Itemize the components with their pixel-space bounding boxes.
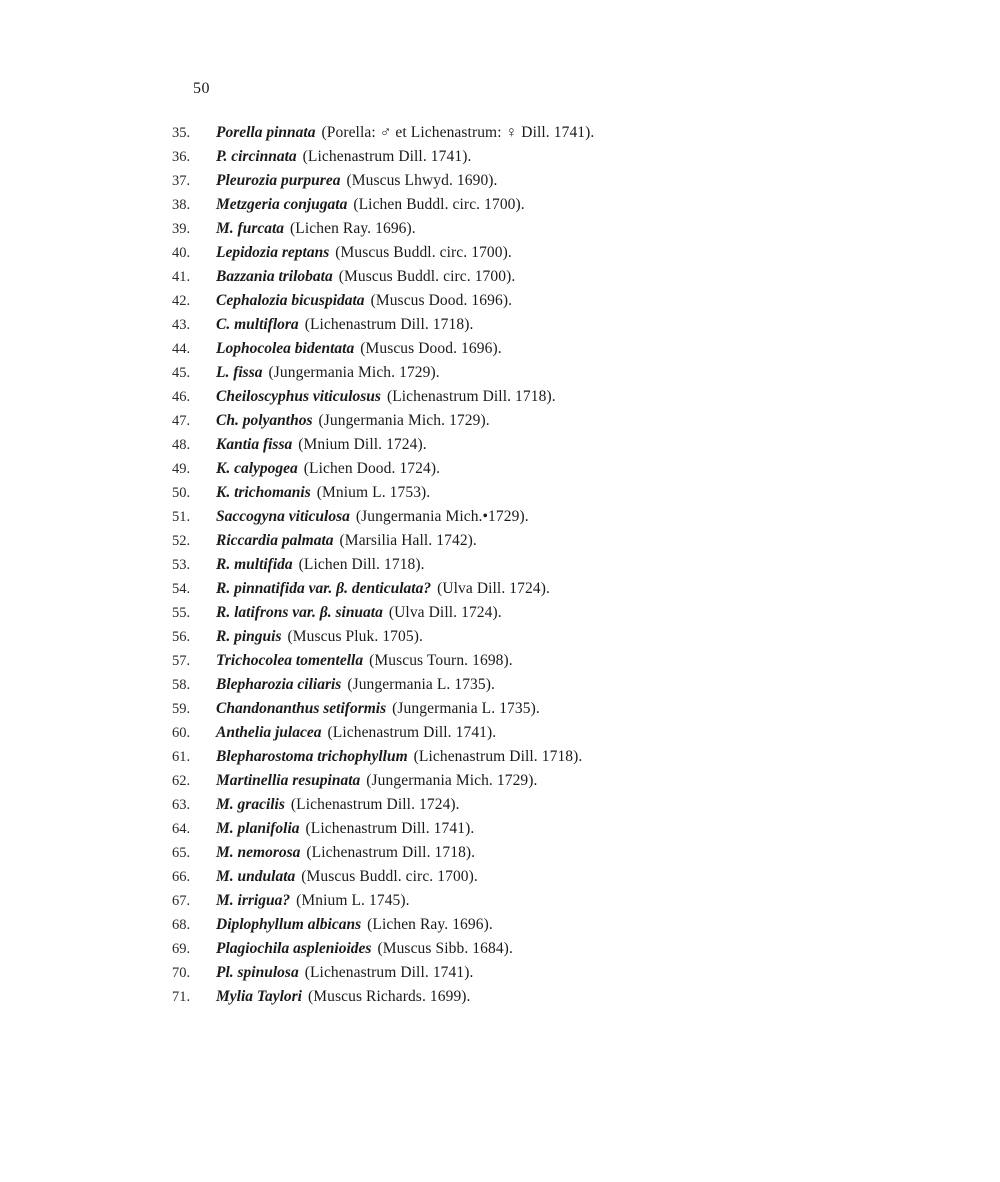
list-item (172, 457, 932, 481)
list-item (172, 913, 932, 937)
historical-source: (Jungermania Mich. 1729). (318, 412, 490, 429)
species-name: Lophocolea bidentata (216, 340, 355, 357)
entry-number: 47. (172, 413, 191, 429)
species-name: Martinellia resupinata (216, 772, 361, 789)
list-item (172, 721, 932, 745)
entry-number: 46. (172, 389, 191, 405)
species-name: R. pinguis (216, 628, 282, 645)
list-item (172, 337, 932, 361)
species-name: Lepidozia reptans (216, 244, 330, 261)
species-name: R. pinnatifida var. β. denticulata? (216, 580, 432, 597)
entry-number: 53. (172, 557, 191, 573)
species-name: Saccogyna viticulosa (216, 508, 350, 525)
historical-source: (Lichenastrum Dill. 1741). (327, 724, 497, 741)
entry-number: 62. (172, 773, 191, 789)
historical-source: (Lichenastrum Dill. 1741). (304, 964, 474, 981)
entry-number: 70. (172, 965, 191, 981)
entry-number: 60. (172, 725, 191, 741)
historical-source: (Lichenastrum Dill. 1724). (290, 796, 460, 813)
species-name: Cheiloscyphus viticulosus (216, 388, 381, 405)
historical-source: (Muscus Lhwyd. 1690). (346, 172, 498, 189)
historical-source: (Muscus Buddl. circ. 1700). (338, 268, 516, 285)
historical-source: (Marsilia Hall. 1742). (339, 532, 477, 549)
historical-source: (Muscus Buddl. circ. 1700). (301, 868, 478, 885)
entry-number: 52. (172, 533, 191, 549)
list-item (172, 889, 932, 913)
species-name: Plagiochila asplenioides (216, 940, 372, 957)
entry-number: 69. (172, 941, 191, 957)
entry-number: 67. (172, 893, 191, 909)
page-number: 50 (193, 80, 210, 97)
list-item (172, 937, 932, 961)
entry-number: 43. (172, 317, 191, 333)
species-name: K. trichomanis (216, 484, 311, 501)
list-item (172, 529, 932, 553)
historical-source: (Porella: ♂ et Lichenastrum: ♀ Dill. 1741). (321, 124, 595, 141)
list-item (172, 985, 932, 1009)
entry-number: 54. (172, 581, 191, 597)
list-item (172, 601, 932, 625)
list-item (172, 769, 932, 793)
list-item (172, 361, 932, 385)
entry-number: 35. (172, 125, 191, 141)
historical-source: (Mnium L. 1745). (296, 892, 410, 909)
entry-number: 71. (172, 989, 191, 1005)
historical-source: (Muscus Pluk. 1705). (287, 628, 423, 645)
entry-number: 39. (172, 221, 191, 237)
historical-source: (Ulva Dill. 1724). (437, 580, 550, 597)
species-name: L. fissa (216, 364, 263, 381)
entry-number: 45. (172, 365, 191, 381)
list-item (172, 121, 932, 145)
list-item (172, 649, 932, 673)
entry-number: 66. (172, 869, 191, 885)
list-item (172, 433, 932, 457)
entry-number: 65. (172, 845, 191, 861)
historical-source: (Jungermania Mich. 1729). (366, 772, 538, 789)
species-name: Ch. polyanthos (216, 412, 313, 429)
historical-source: (Lichenastrum Dill. 1718). (386, 388, 556, 405)
species-name: M. planifolia (216, 820, 300, 837)
historical-source: (Jungermania Mich.•1729). (355, 508, 529, 525)
historical-source: (Jungermania Mich. 1729). (268, 364, 440, 381)
species-name: P. circinnata (216, 148, 297, 165)
historical-source: (Ulva Dill. 1724). (388, 604, 502, 621)
species-name: Porella pinnata (216, 124, 316, 141)
species-name: Riccardia palmata (216, 532, 334, 549)
list-item (172, 409, 932, 433)
historical-source: (Lichenastrum Dill. 1718). (306, 844, 476, 861)
species-name: Pl. spinulosa (216, 964, 299, 981)
entry-number: 42. (172, 293, 191, 309)
historical-source: (Lichen Ray. 1696). (367, 916, 493, 933)
historical-source: (Lichen Buddl. circ. 1700). (353, 196, 525, 213)
species-name: Anthelia julacea (216, 724, 322, 741)
list-item (172, 577, 932, 601)
historical-source: (Jungermania L. 1735). (347, 676, 495, 693)
entry-number: 58. (172, 677, 191, 693)
list-item (172, 625, 932, 649)
list-item (172, 217, 932, 241)
species-name: R. multifida (216, 556, 293, 573)
species-name: Diplophyllum albicans (216, 916, 362, 933)
entry-number: 63. (172, 797, 191, 813)
historical-source: (Mnium L. 1753). (316, 484, 431, 501)
species-name: Pleurozia purpurea (216, 172, 341, 189)
historical-source: (Lichenastrum Dill. 1718). (413, 748, 583, 765)
entry-number: 57. (172, 653, 191, 669)
historical-source: (Muscus Dood. 1696). (360, 340, 502, 357)
list-item (172, 169, 932, 193)
list-item (172, 553, 932, 577)
species-name: Blepharostoma trichophyllum (216, 748, 408, 765)
entry-number: 38. (172, 197, 191, 213)
entry-number: 59. (172, 701, 191, 717)
species-name: M. irrigua? (216, 892, 291, 909)
species-name: M. furcata (216, 220, 285, 237)
list-item (172, 841, 932, 865)
species-name: R. latifrons var. β. sinuata (216, 604, 383, 621)
historical-source: (Muscus Tourn. 1698). (369, 652, 513, 669)
historical-source: (Lichen Dill. 1718). (298, 556, 425, 573)
species-name: K. calypogea (216, 460, 298, 477)
list-item (172, 793, 932, 817)
list-item (172, 865, 932, 889)
historical-source: (Lichen Dood. 1724). (303, 460, 441, 477)
species-name: Cephalozia bicuspidata (216, 292, 365, 309)
list-item (172, 817, 932, 841)
list-item (172, 673, 932, 697)
list-item (172, 481, 932, 505)
entry-number: 41. (172, 269, 191, 285)
species-name: C. multiflora (216, 316, 299, 333)
species-name: Trichocolea tomentella (216, 652, 364, 669)
historical-source: (Lichenastrum Dill. 1741). (305, 820, 475, 837)
list-item (172, 145, 932, 169)
list-item (172, 385, 932, 409)
list-item (172, 265, 932, 289)
entry-number: 55. (172, 605, 191, 621)
historical-source: (Jungermania L. 1735). (392, 700, 540, 717)
species-list (172, 121, 932, 1009)
historical-source: (Lichenastrum Dill. 1741). (302, 148, 472, 165)
entry-number: 37. (172, 173, 191, 189)
entry-number: 61. (172, 749, 191, 765)
species-name: M. gracilis (216, 796, 285, 813)
species-name: Blepharozia ciliaris (216, 676, 342, 693)
list-item (172, 193, 932, 217)
historical-source: (Mnium Dill. 1724). (298, 436, 427, 453)
historical-source: (Muscus Dood. 1696). (370, 292, 513, 309)
list-item (172, 505, 932, 529)
species-name: Mylia Taylori (216, 988, 302, 1005)
species-name: Metzgeria conjugata (216, 196, 348, 213)
list-item (172, 697, 932, 721)
entry-number: 51. (172, 509, 191, 525)
entry-number: 49. (172, 461, 191, 477)
list-item (172, 289, 932, 313)
entry-number: 40. (172, 245, 191, 261)
entry-number: 36. (172, 149, 191, 165)
entry-number: 44. (172, 341, 191, 357)
species-name: Bazzania trilobata (216, 268, 333, 285)
entry-number: 64. (172, 821, 191, 837)
species-name: Chandonanthus setiformis (216, 700, 387, 717)
species-name: Kantia fissa (216, 436, 293, 453)
historical-source: (Muscus Richards. 1699). (307, 988, 471, 1005)
entry-number: 56. (172, 629, 191, 645)
entry-number: 48. (172, 437, 191, 453)
species-name: M. nemorosa (216, 844, 301, 861)
species-name: M. undulata (216, 868, 296, 885)
entry-number: 50. (172, 485, 191, 501)
historical-source: (Muscus Buddl. circ. 1700). (335, 244, 512, 261)
list-item (172, 313, 932, 337)
entry-number: 68. (172, 917, 191, 933)
list-item (172, 241, 932, 265)
historical-source: (Lichenastrum Dill. 1718). (304, 316, 474, 333)
list-item (172, 745, 932, 769)
historical-source: (Lichen Ray. 1696). (290, 220, 416, 237)
historical-source: (Muscus Sibb. 1684). (377, 940, 513, 957)
list-item (172, 961, 932, 985)
